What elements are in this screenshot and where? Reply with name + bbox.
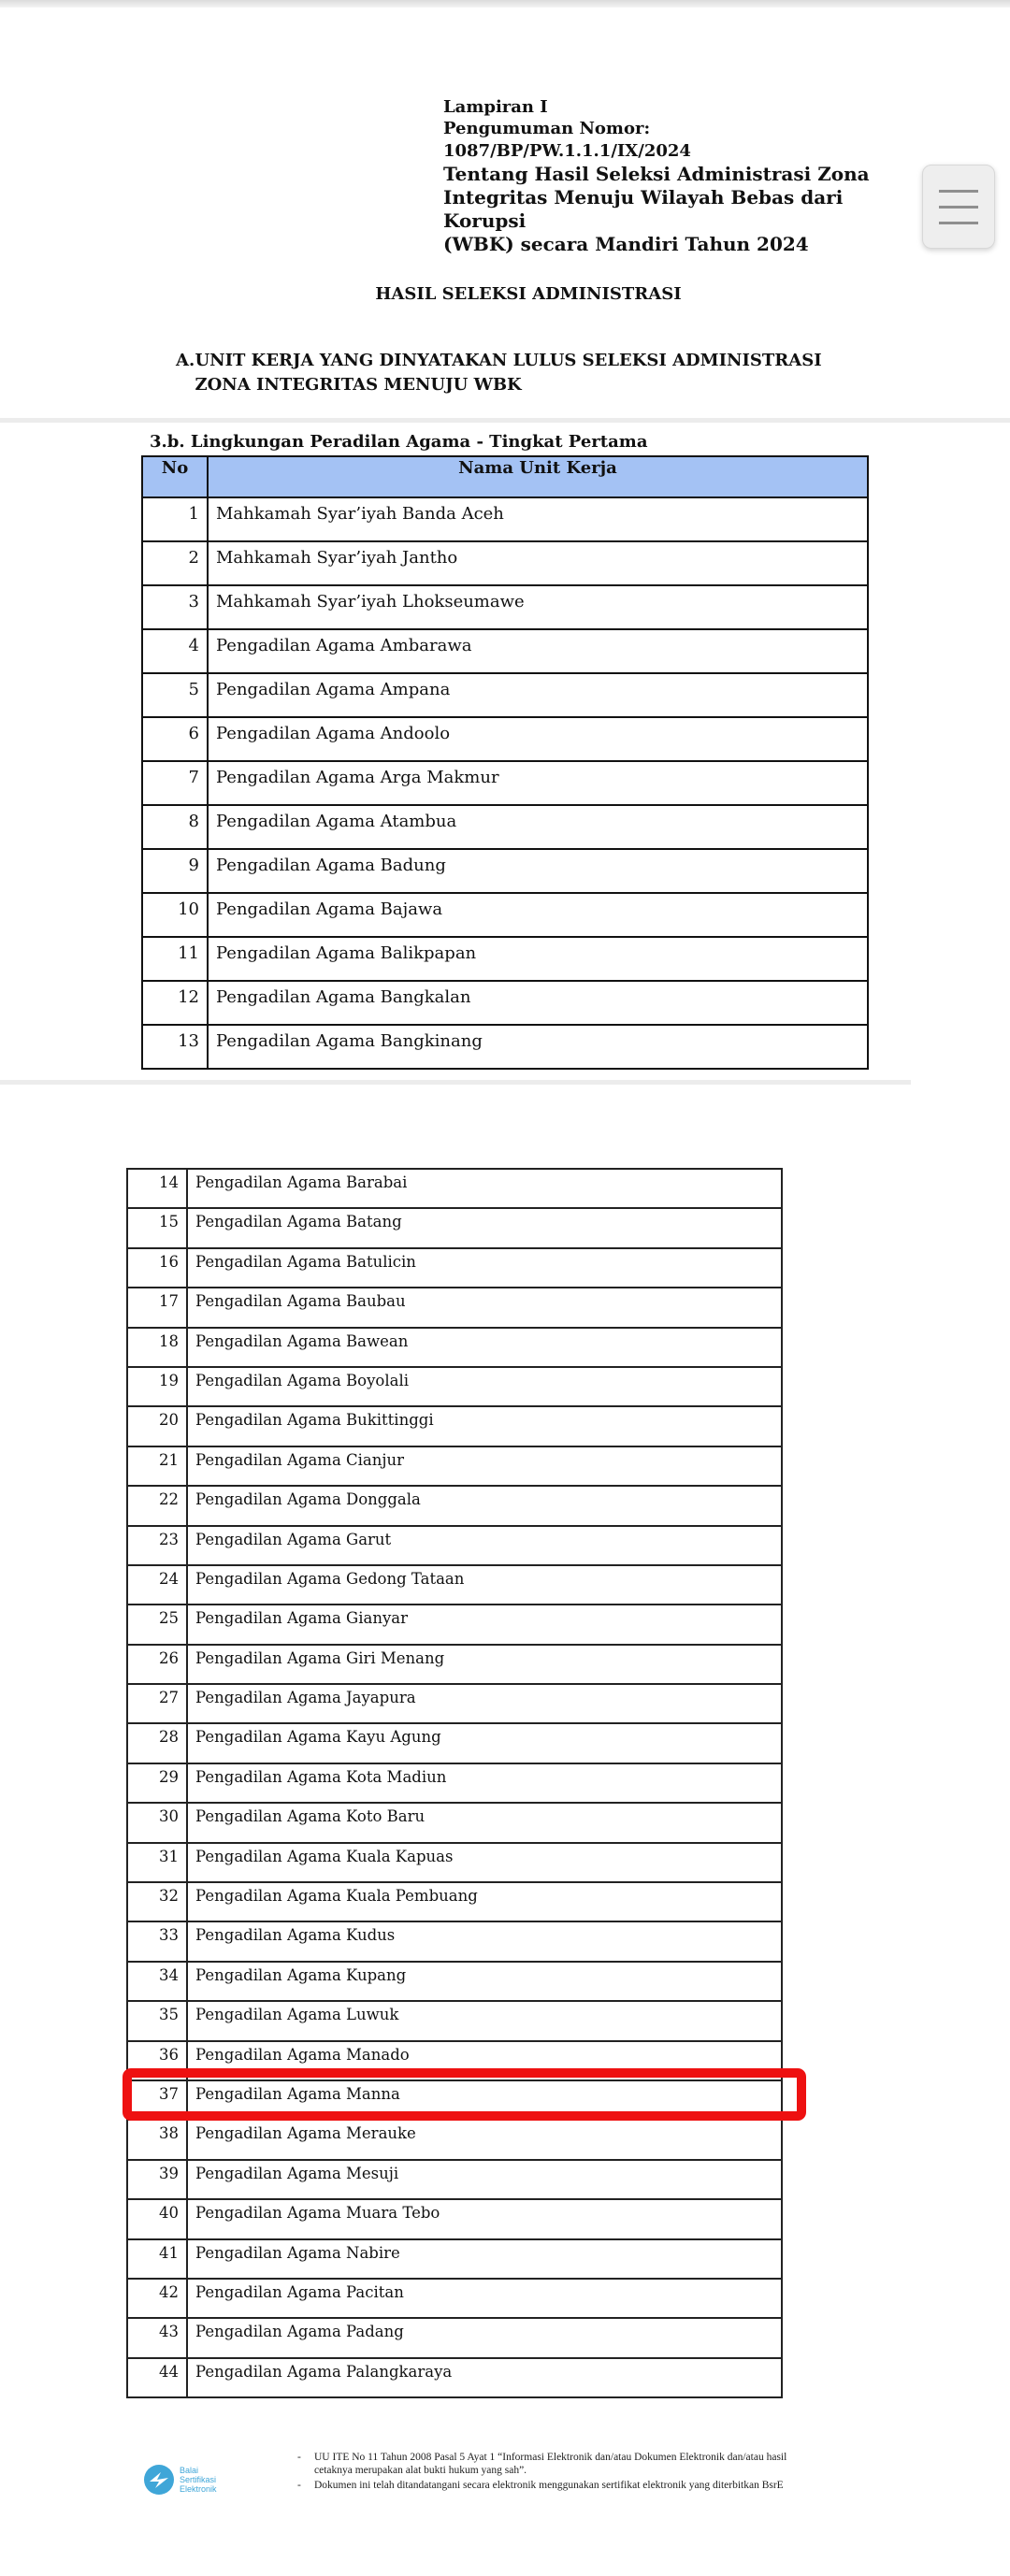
unit-name: Pengadilan Agama Ambarawa — [208, 629, 868, 673]
row-number: 39 — [127, 2160, 187, 2199]
row-number: 27 — [127, 1684, 187, 1723]
table-row — [127, 2239, 782, 2279]
table-body-page-1 — [142, 497, 868, 1069]
row-number: 43 — [127, 2318, 187, 2357]
unit-name: Mahkamah Syar’iyah Jantho — [208, 541, 868, 585]
unit-name: Mahkamah Syar’iyah Banda Aceh — [208, 497, 868, 541]
table-row — [142, 585, 868, 629]
table-row — [127, 1565, 782, 1605]
row-number: 44 — [127, 2358, 187, 2397]
section-text: UNIT KERJA YANG DINYATAKAN LULUS SELEKSI ADMINISTRASI ZONA INTEGRITAS MENUJU WBK — [195, 351, 822, 395]
unit-name: Pengadilan Agama Bangkinang — [208, 1025, 868, 1069]
top-shadow-strip — [0, 0, 1010, 7]
row-number: 19 — [127, 1367, 187, 1406]
table-row — [127, 1328, 782, 1367]
unit-name: Pengadilan Agama Ampana — [208, 673, 868, 717]
table-row — [142, 717, 868, 761]
table-body-page-2 — [127, 1169, 782, 2397]
unit-name: Pengadilan Agama Manna — [187, 2080, 782, 2120]
unit-name: Pengadilan Agama Palangkaraya — [187, 2358, 782, 2397]
table-row — [127, 1288, 782, 1327]
row-number: 35 — [127, 2001, 187, 2040]
table-row — [127, 1843, 782, 1882]
row-number: 1 — [142, 497, 208, 541]
row-number: 18 — [127, 1328, 187, 1367]
row-number: 34 — [127, 1962, 187, 2001]
table-title: 3.b. Lingkungan Peradilan Agama - Tingkat Pertama — [150, 432, 648, 452]
row-number: 17 — [127, 1288, 187, 1327]
row-number: 3 — [142, 585, 208, 629]
table-row — [142, 981, 868, 1025]
unit-name: Pengadilan Agama Pacitan — [187, 2279, 782, 2318]
table-row — [127, 1723, 782, 1763]
unit-table-page-1 — [141, 455, 869, 1070]
unit-name: Pengadilan Agama Kuala Pembuang — [187, 1882, 782, 1921]
header-no: No — [142, 456, 208, 497]
page-separator — [0, 1080, 911, 1085]
hamburger-menu-icon[interactable] — [922, 165, 995, 249]
row-number: 20 — [127, 1406, 187, 1446]
menu-bar — [939, 190, 978, 193]
row-number: 10 — [142, 893, 208, 937]
section-letter: A. — [176, 351, 195, 370]
row-number: 30 — [127, 1803, 187, 1842]
table-row — [142, 541, 868, 585]
row-number: 28 — [127, 1723, 187, 1763]
row-number: 5 — [142, 673, 208, 717]
table-row — [142, 761, 868, 805]
row-number: 24 — [127, 1565, 187, 1605]
row-number: 8 — [142, 805, 208, 849]
menu-bar — [939, 222, 978, 224]
table-row — [127, 1367, 782, 1406]
table-row — [127, 1605, 782, 1644]
unit-name: Pengadilan Agama Kudus — [187, 1921, 782, 1961]
row-number: 32 — [127, 1882, 187, 1921]
unit-name: Pengadilan Agama Andoolo — [208, 717, 868, 761]
table-row — [142, 673, 868, 717]
row-number: 38 — [127, 2120, 187, 2159]
table-row — [127, 1446, 782, 1486]
table-row — [142, 849, 868, 893]
row-number: 23 — [127, 1526, 187, 1565]
row-number: 6 — [142, 717, 208, 761]
unit-name: Pengadilan Agama Donggala — [187, 1486, 782, 1525]
table-row — [127, 1684, 782, 1723]
unit-name: Pengadilan Agama Atambua — [208, 805, 868, 849]
row-number: 41 — [127, 2239, 187, 2279]
unit-name: Pengadilan Agama Mesuji — [187, 2160, 782, 2199]
highlight-box-manna — [123, 2068, 806, 2121]
table-row — [127, 1169, 782, 1208]
bsre-logo-text — [180, 2466, 217, 2494]
row-number: 14 — [127, 1169, 187, 1208]
unit-name: Pengadilan Agama Manado — [187, 2041, 782, 2080]
unit-name: Pengadilan Agama Bajawa — [208, 893, 868, 937]
unit-name: Pengadilan Agama Kupang — [187, 1962, 782, 2001]
table-row — [127, 1882, 782, 1921]
lampiran-line-5: (WBK) secara Mandiri Tahun 2024 — [443, 233, 809, 255]
row-number: 13 — [142, 1025, 208, 1069]
row-number: 29 — [127, 1763, 187, 1803]
unit-name: Pengadilan Agama Kota Madiun — [187, 1763, 782, 1803]
row-number: 31 — [127, 1843, 187, 1882]
unit-name: Pengadilan Agama Garut — [187, 1526, 782, 1565]
unit-name: Pengadilan Agama Nabire — [187, 2239, 782, 2279]
table-row — [127, 1921, 782, 1961]
table-row — [127, 2160, 782, 2199]
row-number: 40 — [127, 2199, 187, 2238]
row-number: 4 — [142, 629, 208, 673]
table-row — [127, 2279, 782, 2318]
bsre-logo — [142, 2463, 217, 2497]
lampiran-line-1: Lampiran I — [443, 97, 548, 117]
unit-name: Pengadilan Agama Cianjur — [187, 1446, 782, 1486]
table-row — [142, 805, 868, 849]
unit-name: Pengadilan Agama Giri Menang — [187, 1645, 782, 1684]
table-row — [127, 1406, 782, 1446]
document-title: HASIL SELEKSI ADMINISTRASI — [375, 284, 682, 304]
unit-name: Pengadilan Agama Padang — [187, 2318, 782, 2357]
row-number: 42 — [127, 2279, 187, 2318]
footer-note-ite: - UU ITE No 11 Tahun 2008 Pasal 5 Ayat 1 “Informasi Elektronik dan/atau Dokumen Elektronik dan/atau hasil cetaknya merupakan alat bukti hukum yang sah”. — [297, 2451, 821, 2477]
unit-name: Pengadilan Agama Koto Baru — [187, 1803, 782, 1842]
row-number: 37 — [127, 2080, 187, 2120]
unit-name: Mahkamah Syar’iyah Lhokseumawe — [208, 585, 868, 629]
unit-name: Pengadilan Agama Bangkalan — [208, 981, 868, 1025]
bsre-logo-icon — [142, 2463, 176, 2497]
unit-name: Pengadilan Agama Merauke — [187, 2120, 782, 2159]
unit-name: Pengadilan Agama Bukittinggi — [187, 1406, 782, 1446]
table-row — [142, 629, 868, 673]
lampiran-line-4: Integritas Menuju Wilayah Bebas dari Korupsi — [443, 186, 844, 232]
unit-name: Pengadilan Agama Arga Makmur — [208, 761, 868, 805]
unit-name: Pengadilan Agama Luwuk — [187, 2001, 782, 2040]
table-row — [127, 2001, 782, 2040]
table-row — [127, 1803, 782, 1842]
unit-name: Pengadilan Agama Badung — [208, 849, 868, 893]
table-row — [127, 2199, 782, 2238]
table-row — [142, 497, 868, 541]
unit-name: Pengadilan Agama Baubau — [187, 1288, 782, 1327]
unit-name: Pengadilan Agama Jayapura — [187, 1684, 782, 1723]
table-row — [127, 1208, 782, 1247]
row-number: 7 — [142, 761, 208, 805]
unit-name: Pengadilan Agama Bawean — [187, 1328, 782, 1367]
table-row — [127, 1248, 782, 1288]
row-number: 26 — [127, 1645, 187, 1684]
table-row — [142, 893, 868, 937]
page-separator — [0, 418, 1010, 423]
row-number: 16 — [127, 1248, 187, 1288]
row-number: 12 — [142, 981, 208, 1025]
row-number: 21 — [127, 1446, 187, 1486]
row-number: 11 — [142, 937, 208, 981]
table-row — [127, 1763, 782, 1803]
row-number: 9 — [142, 849, 208, 893]
section-heading — [176, 349, 849, 397]
logo-line-3: Elektronik — [180, 2484, 217, 2494]
footer-notes — [297, 2451, 821, 2494]
table-row — [142, 937, 868, 981]
lampiran-header — [443, 97, 892, 256]
unit-name: Pengadilan Agama Batulicin — [187, 1248, 782, 1288]
header-name: Nama Unit Kerja — [208, 456, 868, 497]
table-header-row — [142, 456, 868, 497]
row-number: 25 — [127, 1605, 187, 1644]
row-number: 33 — [127, 1921, 187, 1961]
unit-name: Pengadilan Agama Gedong Tataan — [187, 1565, 782, 1605]
row-number: 15 — [127, 1208, 187, 1247]
row-number: 36 — [127, 2041, 187, 2080]
unit-name: Pengadilan Agama Batang — [187, 1208, 782, 1247]
unit-name: Pengadilan Agama Barabai — [187, 1169, 782, 1208]
unit-name: Pengadilan Agama Gianyar — [187, 1605, 782, 1644]
table-row — [127, 2358, 782, 2397]
logo-line-1: Balai — [180, 2466, 199, 2475]
unit-name: Pengadilan Agama Kuala Kapuas — [187, 1843, 782, 1882]
unit-name: Pengadilan Agama Boyolali — [187, 1367, 782, 1406]
lampiran-line-3: Tentang Hasil Seleksi Administrasi Zona — [443, 163, 870, 185]
row-number: 22 — [127, 1486, 187, 1525]
table-row — [127, 1526, 782, 1565]
table-row — [127, 1645, 782, 1684]
row-number: 2 — [142, 541, 208, 585]
unit-name: Pengadilan Agama Muara Tebo — [187, 2199, 782, 2238]
unit-name: Pengadilan Agama Balikpapan — [208, 937, 868, 981]
menu-bar — [939, 206, 978, 209]
logo-line-2: Sertifikasi — [180, 2475, 217, 2484]
table-row — [127, 2318, 782, 2357]
unit-name: Pengadilan Agama Kayu Agung — [187, 1723, 782, 1763]
table-row — [127, 2120, 782, 2159]
unit-table-page-2 — [126, 1168, 783, 2398]
table-row — [142, 1025, 868, 1069]
footer-note-signature: - Dokumen ini telah ditandatangani secara elektronik menggunakan sertifikat elektronik yang diterbitkan BsrE — [297, 2479, 821, 2492]
lampiran-line-2: Pengumuman Nomor: 1087/BP/PW.1.1.1/IX/2024 — [443, 119, 691, 161]
table-row — [127, 1486, 782, 1525]
table-row — [127, 1962, 782, 2001]
